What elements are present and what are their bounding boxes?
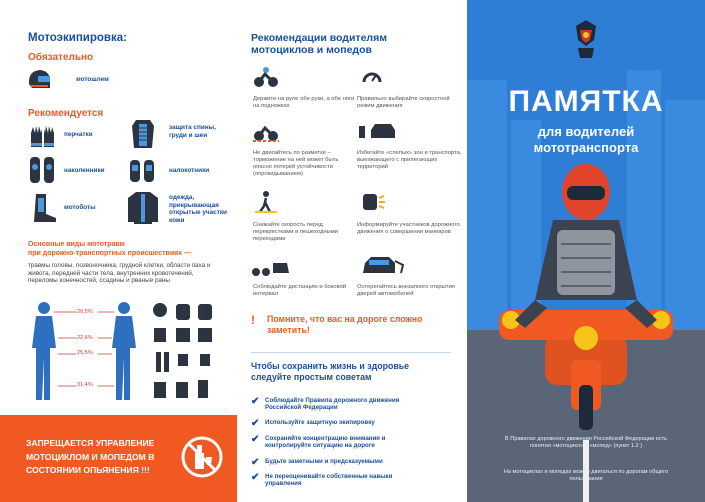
equipment-title: Мотоэкипировка: [28,32,127,44]
rec-distance: Соблюдайте дистанцию и боковой интервал [253,284,347,297]
back-protector-icon [128,118,158,150]
clothing-label: одежда, прикрывающая открытые участки кожи [169,194,227,224]
recommended-heading: Рекомендуется [28,108,104,119]
helmet-icon [26,68,52,92]
divider [251,352,451,353]
injuries-text: травмы головы, позвоночника, грудной клетки, области паха и живота, передней части тела, внутренних кровотечений, переломы конечностей, ссадины и рваные раны [28,262,211,284]
police-emblem-icon [572,18,600,60]
tip-item: ✔ Используйте защитную экипировку [251,418,375,429]
crosswalk-icon [253,190,279,214]
distance-icon [251,255,291,277]
recommendations-panel [237,0,467,502]
alcohol-warning-text: ЗАПРЕЩАЕТСЯ УПРАВЛЕНИЕ МОТОЦИКЛОМ И МОПЕДОМ В СОСТОЯНИИ ОПЬЯНЕНИЯ !!! [26,438,155,475]
road-marking-icon [253,120,279,142]
gear-set-illustration [150,300,218,405]
rec-speed: Правильно выбирайте скоростной режим движения [357,96,450,109]
cover-subtitle-1: для водителей [537,124,635,139]
no-alcohol-icon [180,435,224,479]
motorcyclist-illustration [495,160,677,430]
rec-slow-down: Снижайте скорость перед перекрестками и пешеходными переходами [253,222,338,242]
tip-item: ✔ Будьте заметными и предсказуемыми [251,457,383,468]
check-icon: ✔ [251,472,260,483]
percent-legs: 31,4% [77,382,93,388]
knee-pads-label: наколенники [64,167,105,174]
rec-hands: Держите на руле обе руки, а обе ноги на подножках [253,96,355,109]
jacket-icon [126,190,160,226]
warning-icon: ! [251,313,255,327]
car-door-icon [361,253,405,277]
speedometer-icon [361,66,383,88]
gloves-label: перчатки [64,131,93,138]
cover-title: ПАМЯТКА [508,85,664,118]
percent-abdomen: 25,5% [77,350,93,356]
rec-doors: Остерегайтесь внезапного открытия дверей автомобилей [357,284,455,297]
elbow-pads-label: налокотники [169,167,210,174]
tip-item: ✔ Сохраняйте концентрацию внимания и контролируйте ситуацию на дороге [251,434,386,450]
tip-item: ✔ Соблюдайте Правила дорожного движения Российской Федерации [251,396,400,412]
required-heading: Обязательно [28,52,94,63]
back-protection-label: защита спины, груди и шеи [169,124,216,139]
check-icon: ✔ [251,396,260,407]
cover-note-2: На мотоциклах и мопедах можно двигаться по дорогам общего пользования [503,469,669,483]
remember-text: Помните, что вас на дороге сложно заметить! [267,314,423,335]
cover-note-1: В Правилах дорожного движения Российской Федерации есть понятия «мотоцикл» и «мопед» (пункт 1.2 ) [504,436,668,450]
recommendations-title: Рекомендации водителям мотоциклов и мопедов [251,32,387,56]
injuries-heading-2: при дорожно-транспортных происшествиях — [28,250,192,257]
tip-item: ✔ Не переоценивайте собственные навыки управления [251,472,393,488]
check-icon: ✔ [251,434,260,445]
percent-head: 20,5% [77,309,93,315]
helmet-label: мотошлем [76,76,109,83]
equipment-panel [0,0,237,502]
alcohol-warning-banner [0,415,237,502]
cover-subtitle-2: мототранспорта [533,140,639,155]
gloves-icon [28,123,58,149]
boots-icon [30,192,58,224]
hands-on-bars-icon [253,66,279,88]
knee-pads-icon [28,155,56,185]
turn-signal-icon [361,190,385,214]
check-icon: ✔ [251,457,260,468]
rec-blind-spots: Избегайте «слепых» зон и транспорта, выезжающего с прилегающих территорий [357,150,462,170]
check-icon: ✔ [251,418,260,429]
boots-label: мотоботы [64,204,96,211]
rec-signal: Информируйте участников дорожного движения о совершении маневров [357,222,460,235]
cover-panel [467,0,705,502]
blind-spot-icon [357,120,397,142]
percent-chest: 22,6% [77,335,93,341]
rec-marking: Не двигайтесь по разметке – торможение на ней может быть опасно потерей устойчивости (опрокидыванием) [253,150,339,177]
injuries-heading-1: Основные виды мототравм [28,241,125,248]
elbow-pads-icon [128,157,156,185]
tips-title: Чтобы сохранить жизнь и здоровье следуйте простым советам [251,361,410,382]
